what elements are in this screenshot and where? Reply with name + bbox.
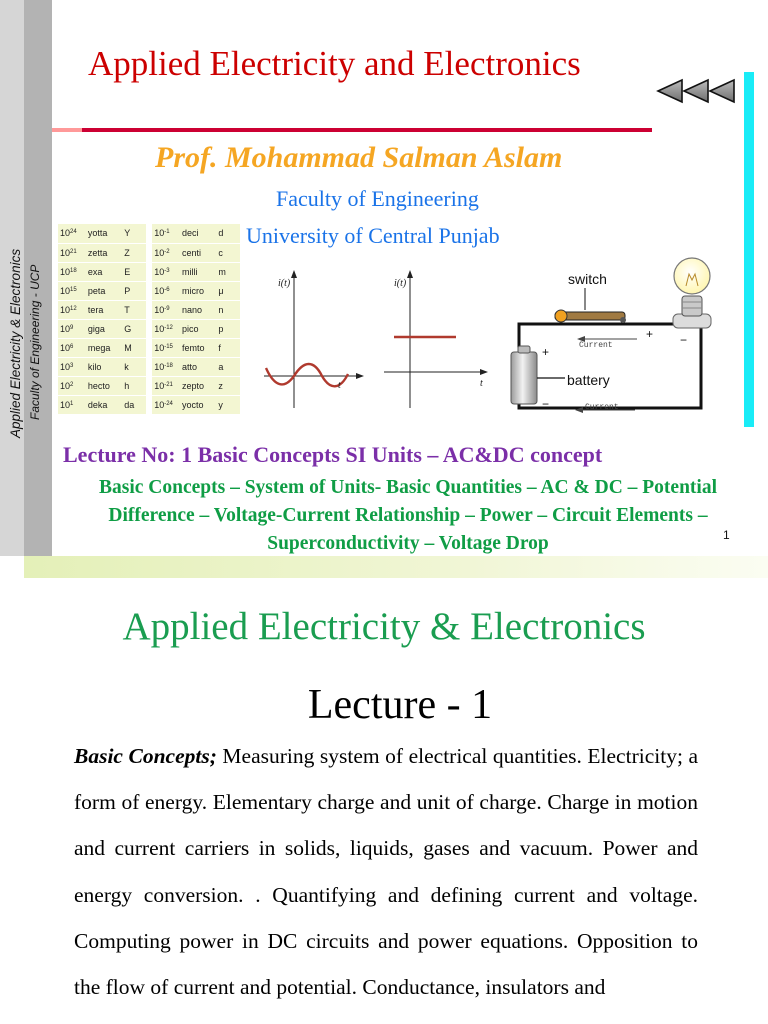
si-power-base: 10: [154, 362, 165, 373]
si-small-name: nano: [180, 300, 216, 319]
si-power-base: 10: [60, 362, 71, 373]
minus-sign-battery: −: [542, 397, 550, 411]
vertical-caption: [2, 200, 50, 440]
si-big-symbol: h: [122, 377, 146, 396]
document-body-lead: Basic Concepts;: [74, 744, 217, 768]
si-small-name: pico: [180, 319, 216, 338]
current-label-top: Current: [579, 341, 613, 350]
si-big-name: zetta: [86, 243, 122, 262]
si-small-power: [152, 281, 180, 300]
si-small-symbol: d: [216, 224, 240, 243]
battery-label: battery: [567, 372, 610, 388]
si-big-name: giga: [86, 319, 122, 338]
si-power-exponent: 2: [70, 382, 74, 389]
minus-sign-top: −: [680, 333, 688, 347]
si-small-power: [152, 243, 180, 262]
si-prefix-row: [58, 358, 240, 377]
si-prefix-row: [58, 319, 240, 338]
document-body: [74, 733, 698, 1010]
ac-sine-curve: [266, 364, 348, 386]
faculty-name: Faculty of Engineering: [276, 186, 479, 211]
si-big-symbol: M: [122, 339, 146, 358]
ac-y-label: i(t): [278, 278, 291, 289]
si-big-symbol: T: [122, 300, 146, 319]
si-big-symbol: P: [122, 281, 146, 300]
si-power-exponent: 3: [70, 363, 74, 370]
si-power-exponent: 9: [70, 325, 74, 332]
si-small-name: zepto: [180, 377, 216, 396]
si-power-exponent: -24: [164, 401, 173, 408]
si-big-power: [58, 319, 86, 338]
si-prefix-row: [58, 281, 240, 300]
plus-sign-top: +: [646, 327, 654, 341]
si-big-symbol: k: [122, 358, 146, 377]
si-small-symbol: m: [216, 262, 240, 281]
si-small-name: atto: [180, 358, 216, 377]
si-power-exponent: -15: [164, 344, 173, 351]
vertical-caption-faculty: Faculty of Engineering - UCP: [28, 264, 42, 420]
si-power-exponent: -6: [164, 286, 170, 293]
dc-x-label: t: [480, 378, 483, 389]
si-power-exponent: 6: [70, 344, 74, 351]
si-big-name: tera: [86, 300, 122, 319]
si-power-exponent: -18: [164, 363, 173, 370]
si-small-power: [152, 377, 180, 396]
si-small-name: centi: [180, 243, 216, 262]
si-big-power: [58, 377, 86, 396]
si-power-base: 10: [154, 266, 165, 277]
si-big-power: [58, 281, 86, 300]
si-big-name: deka: [86, 396, 122, 415]
si-prefix-row: [58, 262, 240, 281]
back-arrows-icon[interactable]: [656, 78, 738, 104]
ac-dc-waveforms: [258, 262, 498, 414]
si-big-name: hecto: [86, 377, 122, 396]
si-power-exponent: -2: [164, 248, 170, 255]
si-power-base: 10: [154, 324, 165, 335]
si-power-exponent: -21: [164, 382, 173, 389]
si-power-base: 10: [60, 324, 71, 335]
title-rule: [52, 128, 652, 132]
slide-title: Applied Electricity and Electronics: [88, 44, 581, 83]
si-big-power: [58, 396, 86, 415]
si-big-name: mega: [86, 339, 122, 358]
si-power-exponent: 21: [70, 248, 77, 255]
si-big-symbol: Z: [122, 243, 146, 262]
si-big-power: [58, 224, 86, 243]
si-power-base: 10: [60, 266, 71, 277]
si-power-base: 10: [60, 400, 71, 411]
si-big-name: exa: [86, 262, 122, 281]
si-power-base: 10: [60, 304, 71, 315]
si-small-power: [152, 300, 180, 319]
si-power-base: 10: [154, 285, 165, 296]
si-small-power: [152, 262, 180, 281]
si-small-symbol: z: [216, 377, 240, 396]
si-small-symbol: c: [216, 243, 240, 262]
slide-accent-bar: [744, 72, 754, 427]
si-power-base: 10: [154, 381, 165, 392]
si-power-base: 10: [60, 285, 71, 296]
si-big-symbol: E: [122, 262, 146, 281]
lecture-number: Lecture No: 1 Basic Concepts SI Units – AC&DC concept: [63, 442, 603, 467]
document-heading: Applied Electricity & Electronics: [122, 605, 646, 648]
si-small-name: deci: [180, 224, 216, 243]
si-small-power: [152, 396, 180, 415]
si-power-exponent: -3: [164, 267, 170, 274]
si-power-exponent: 24: [70, 229, 77, 236]
si-power-base: 10: [60, 228, 71, 239]
si-big-symbol: G: [122, 319, 146, 338]
si-small-symbol: p: [216, 319, 240, 338]
vertical-caption-course: Applied Electricity & Electronics: [8, 248, 23, 438]
si-power-base: 10: [154, 228, 165, 239]
si-power-base: 10: [60, 381, 71, 392]
si-power-exponent: -9: [164, 305, 170, 312]
si-small-name: micro: [180, 281, 216, 300]
page-number: 1: [723, 528, 730, 542]
dc-y-label: i(t): [394, 278, 407, 289]
battery-icon: [511, 352, 537, 404]
plus-sign-battery: +: [542, 345, 550, 359]
university-name: University of Central Punjab: [246, 223, 500, 248]
si-big-power: [58, 339, 86, 358]
si-power-base: 10: [154, 343, 165, 354]
si-power-base: 10: [154, 400, 165, 411]
si-big-power: [58, 358, 86, 377]
si-big-power: [58, 300, 86, 319]
dc-waveform: [384, 270, 488, 408]
switch-label: switch: [568, 271, 607, 287]
professor-name: Prof. Mohammad Salman Aslam: [155, 141, 563, 174]
si-big-name: yotta: [86, 224, 122, 243]
si-big-power: [58, 262, 86, 281]
si-prefix-table: [58, 224, 240, 415]
si-prefix-row: [58, 224, 240, 243]
si-small-power: [152, 358, 180, 377]
si-small-name: femto: [180, 339, 216, 358]
si-small-symbol: y: [216, 396, 240, 415]
si-power-base: 10: [154, 247, 165, 258]
si-prefix-row: [58, 300, 240, 319]
si-power-exponent: 15: [70, 286, 77, 293]
si-power-exponent: -1: [164, 229, 170, 236]
lecture-topics: Basic Concepts – System of Units- Basic Quantities – AC & DC – Potential Difference – Voltage-Current Relationship – Power – Circuit Elements – Superconductivity – Voltage Drop: [98, 477, 718, 554]
circuit-diagram: [505, 250, 715, 426]
si-small-symbol: n: [216, 300, 240, 319]
ac-x-label: t: [338, 380, 341, 391]
si-small-power: [152, 319, 180, 338]
si-small-power: [152, 339, 180, 358]
ac-waveform: [264, 270, 364, 408]
si-big-symbol: da: [122, 396, 146, 415]
si-power-exponent: 1: [70, 401, 74, 408]
si-big-name: peta: [86, 281, 122, 300]
si-small-power: [152, 224, 180, 243]
si-prefix-row: [58, 377, 240, 396]
si-small-symbol: f: [216, 339, 240, 358]
si-prefix-row: [58, 243, 240, 262]
si-small-symbol: a: [216, 358, 240, 377]
si-big-symbol: Y: [122, 224, 146, 243]
si-power-exponent: -12: [164, 325, 173, 332]
si-power-base: 10: [60, 343, 71, 354]
document-body-text: Measuring system of electrical quantities. Electricity; a form of energy. Elementary charge and unit of charge. Charge in motion and current carriers in solids, liquids, gases and vacuum. Power and energy conversion. . Quantifying and defining current and voltage. Computing power in DC circuits and power equations. Opposition to the flow of current and potential. Conductance, insulators and: [74, 744, 698, 1000]
title-rule-tip: [52, 128, 82, 132]
si-small-name: yocto: [180, 396, 216, 415]
si-power-exponent: 18: [70, 267, 77, 274]
slide-bottom-strip: [24, 556, 768, 578]
si-prefix-row: [58, 339, 240, 358]
si-small-name: milli: [180, 262, 216, 281]
document-subheading: Lecture - 1: [307, 682, 493, 728]
si-power-base: 10: [60, 247, 71, 258]
si-big-power: [58, 243, 86, 262]
si-power-exponent: 12: [70, 305, 77, 312]
si-small-symbol: μ: [216, 281, 240, 300]
si-power-base: 10: [154, 304, 165, 315]
light-bulb-icon: [674, 258, 710, 294]
si-big-name: kilo: [86, 358, 122, 377]
si-prefix-row: [58, 396, 240, 415]
current-label-bottom: Current: [585, 403, 619, 412]
